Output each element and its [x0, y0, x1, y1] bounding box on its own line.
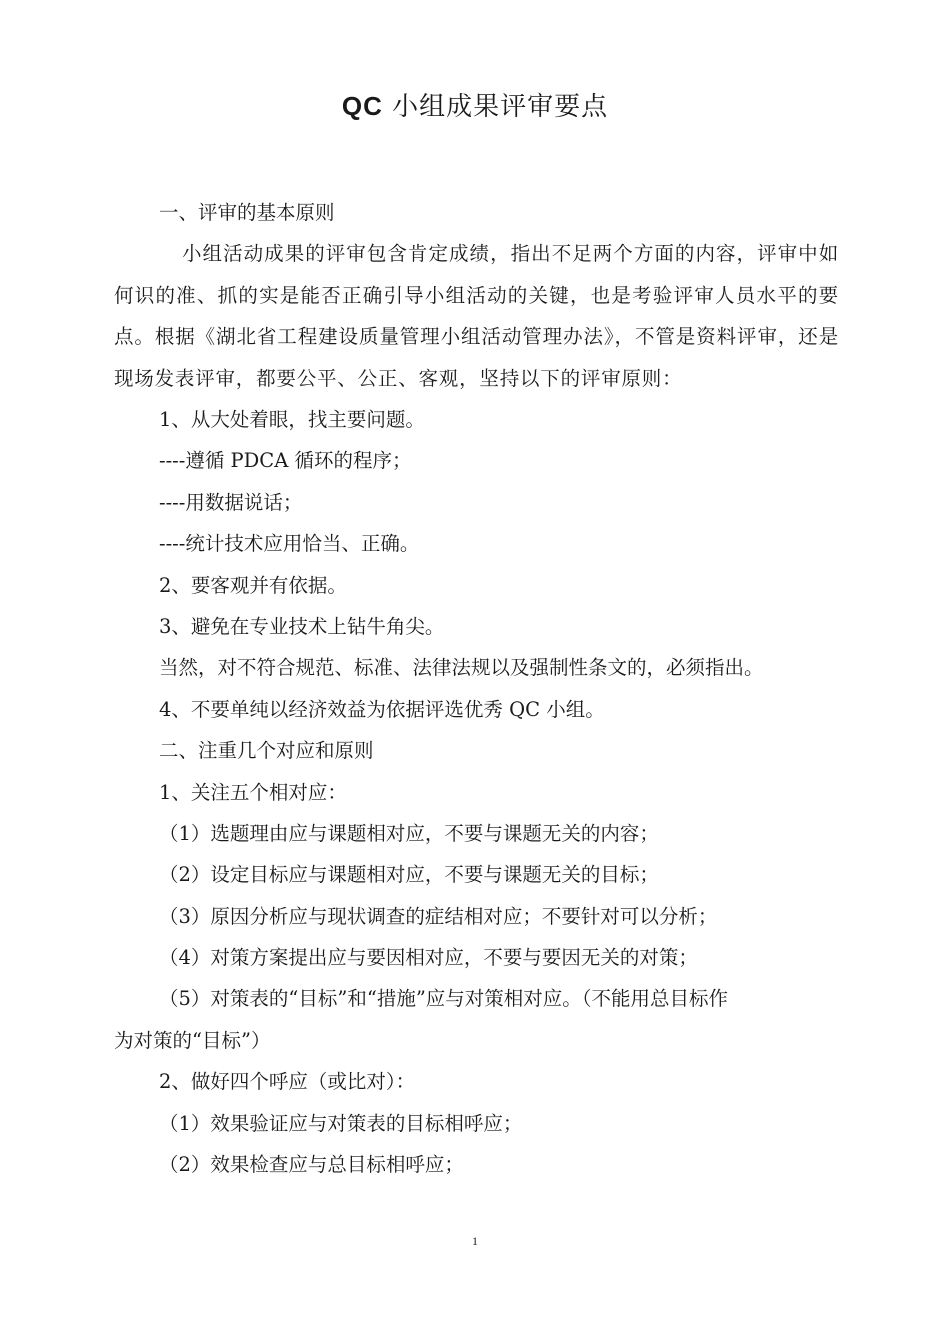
body-line: （2）效果检查应与总目标相呼应；	[159, 1153, 464, 1177]
body-line: （5）对策表的“目标”和“措施”应与对策相对应。（不能用总目标作	[159, 987, 729, 1011]
body-line: ----遵循 PDCA 循环的程序；	[159, 449, 412, 473]
body-line: （3）原因分析应与现状调查的症结相对应；不要针对可以分析；	[159, 904, 718, 928]
body-line: （1）效果验证应与对策表的目标相呼应；	[159, 1111, 523, 1135]
body-line: ----统计技术应用恰当、正确。	[159, 532, 420, 556]
body-line: 当然，对不符合规范、标准、法律法规以及强制性条文的，必须指出。	[159, 656, 764, 680]
document-title	[0, 88, 950, 125]
section-heading-1: 一、评审的基本原则	[159, 201, 335, 224]
body-line: 2、要客观并有依据。	[159, 573, 347, 597]
body-line: 3、避免在专业技术上钻牛角尖。	[159, 614, 445, 638]
body-line: 2、做好四个呼应（或比对）：	[159, 1070, 416, 1094]
body-line: （2）设定目标应与课题相对应，不要与课题无关的目标；	[159, 863, 659, 887]
intro-paragraph: 小组活动成果的评审包含肯定成绩，指出不足两个方面的内容，评审中如何识的准、抓的实是能否正确引导小组活动的关键，也是考验评审人员水平的要点。根据《湖北省工程建设质量管理小组活动管理办法》，不管是资料评审，还是现场发表评审，都要公平、公正、客观，坚持以下的评审原则：	[114, 242, 839, 390]
body-line: 4、不要单纯以经济效益为依据评选优秀 QC 小组。	[159, 697, 605, 721]
body-line: ----用数据说话；	[159, 490, 303, 514]
body-line: 1、关注五个相对应：	[159, 780, 347, 804]
title-text: 小组成果评审要点	[382, 92, 609, 122]
title-latin: QC	[341, 91, 383, 121]
body-line: 为对策的“目标”）	[114, 1028, 271, 1052]
document-body	[114, 192, 839, 1185]
body-line: 1、从大处着眼，找主要问题。	[159, 408, 425, 432]
body-line: （4）对策方案提出应与要因相对应，不要与要因无关的对策；	[159, 946, 698, 970]
section-heading-2: 二、注重几个对应和原则	[159, 739, 374, 763]
body-line: （1）选题理由应与课题相对应，不要与课题无关的内容；	[159, 821, 659, 845]
page-number: 1	[472, 1234, 478, 1248]
